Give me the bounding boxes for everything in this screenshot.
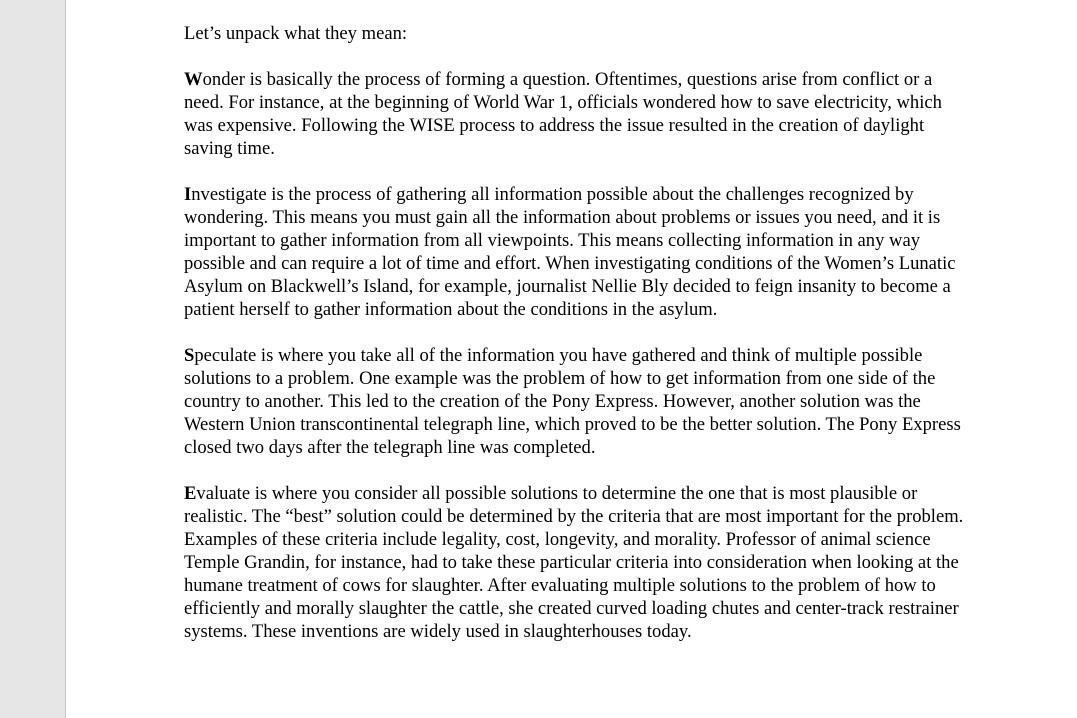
paragraph-initial: I xyxy=(184,184,192,205)
paragraph-text: peculate is where you take all of the information you have gathered and think of multiple possible solutions to a problem. One example was the problem of how to get information from one side of the country to another. This led to the creation of the Pony Express. However, another solution was the Western Union transcontinental telegraph line, which proved to be the better solution. The Pony Express closed two days after the telegraph line was completed. xyxy=(184,345,961,458)
paragraph-initial: S xyxy=(184,345,195,366)
paragraph-text: valuate is where you consider all possible solutions to determine the one that is most plausible or realistic. The “best” solution could be determined by the criteria that are most important for the problem. Examples of these criteria include legality, cost, longevity, and morality. Professor of animal science Temple Grandin, for instance, had to take these particular criteria into consideration when looking at the humane treatment of cows for slaughter. After evaluating multiple solutions to the problem of how to efficiently and morally slaughter the cattle, she created curved loading chutes and center-track restrainer systems. These inventions are widely used in slaughterhouses today. xyxy=(184,483,964,642)
document-body[interactable] xyxy=(184,22,974,643)
paragraph-speculate xyxy=(184,344,974,459)
document-page[interactable] xyxy=(65,0,1077,718)
intro-paragraph: Let’s unpack what they mean: xyxy=(184,23,408,44)
paragraph-investigate xyxy=(184,183,974,321)
paragraph-initial: E xyxy=(184,483,197,504)
paragraph-wonder xyxy=(184,68,974,160)
paragraph-evaluate xyxy=(184,482,974,643)
paragraph-initial: W xyxy=(184,69,203,90)
paragraph-text: nvestigate is the process of gathering all information possible about the challenges recognized by wondering. This means you must gain all the information about problems or issues you need, and it is important to gather information from all viewpoints. This means collecting information in any way possible and can require a lot of time and effort. When investigating conditions of the Women’s Lunatic Asylum on Blackwell’s Island, for example, journalist Nellie Bly decided to feign insanity to become a patient herself to gather information about the conditions in the asylum. xyxy=(184,184,956,320)
paragraph-text: onder is basically the process of forming a question. Oftentimes, questions arise from conflict or a need. For instance, at the beginning of World War 1, officials wondered how to save electricity, which was expensive. Following the WISE process to address the issue resulted in the creation of daylight saving time. xyxy=(184,69,942,159)
